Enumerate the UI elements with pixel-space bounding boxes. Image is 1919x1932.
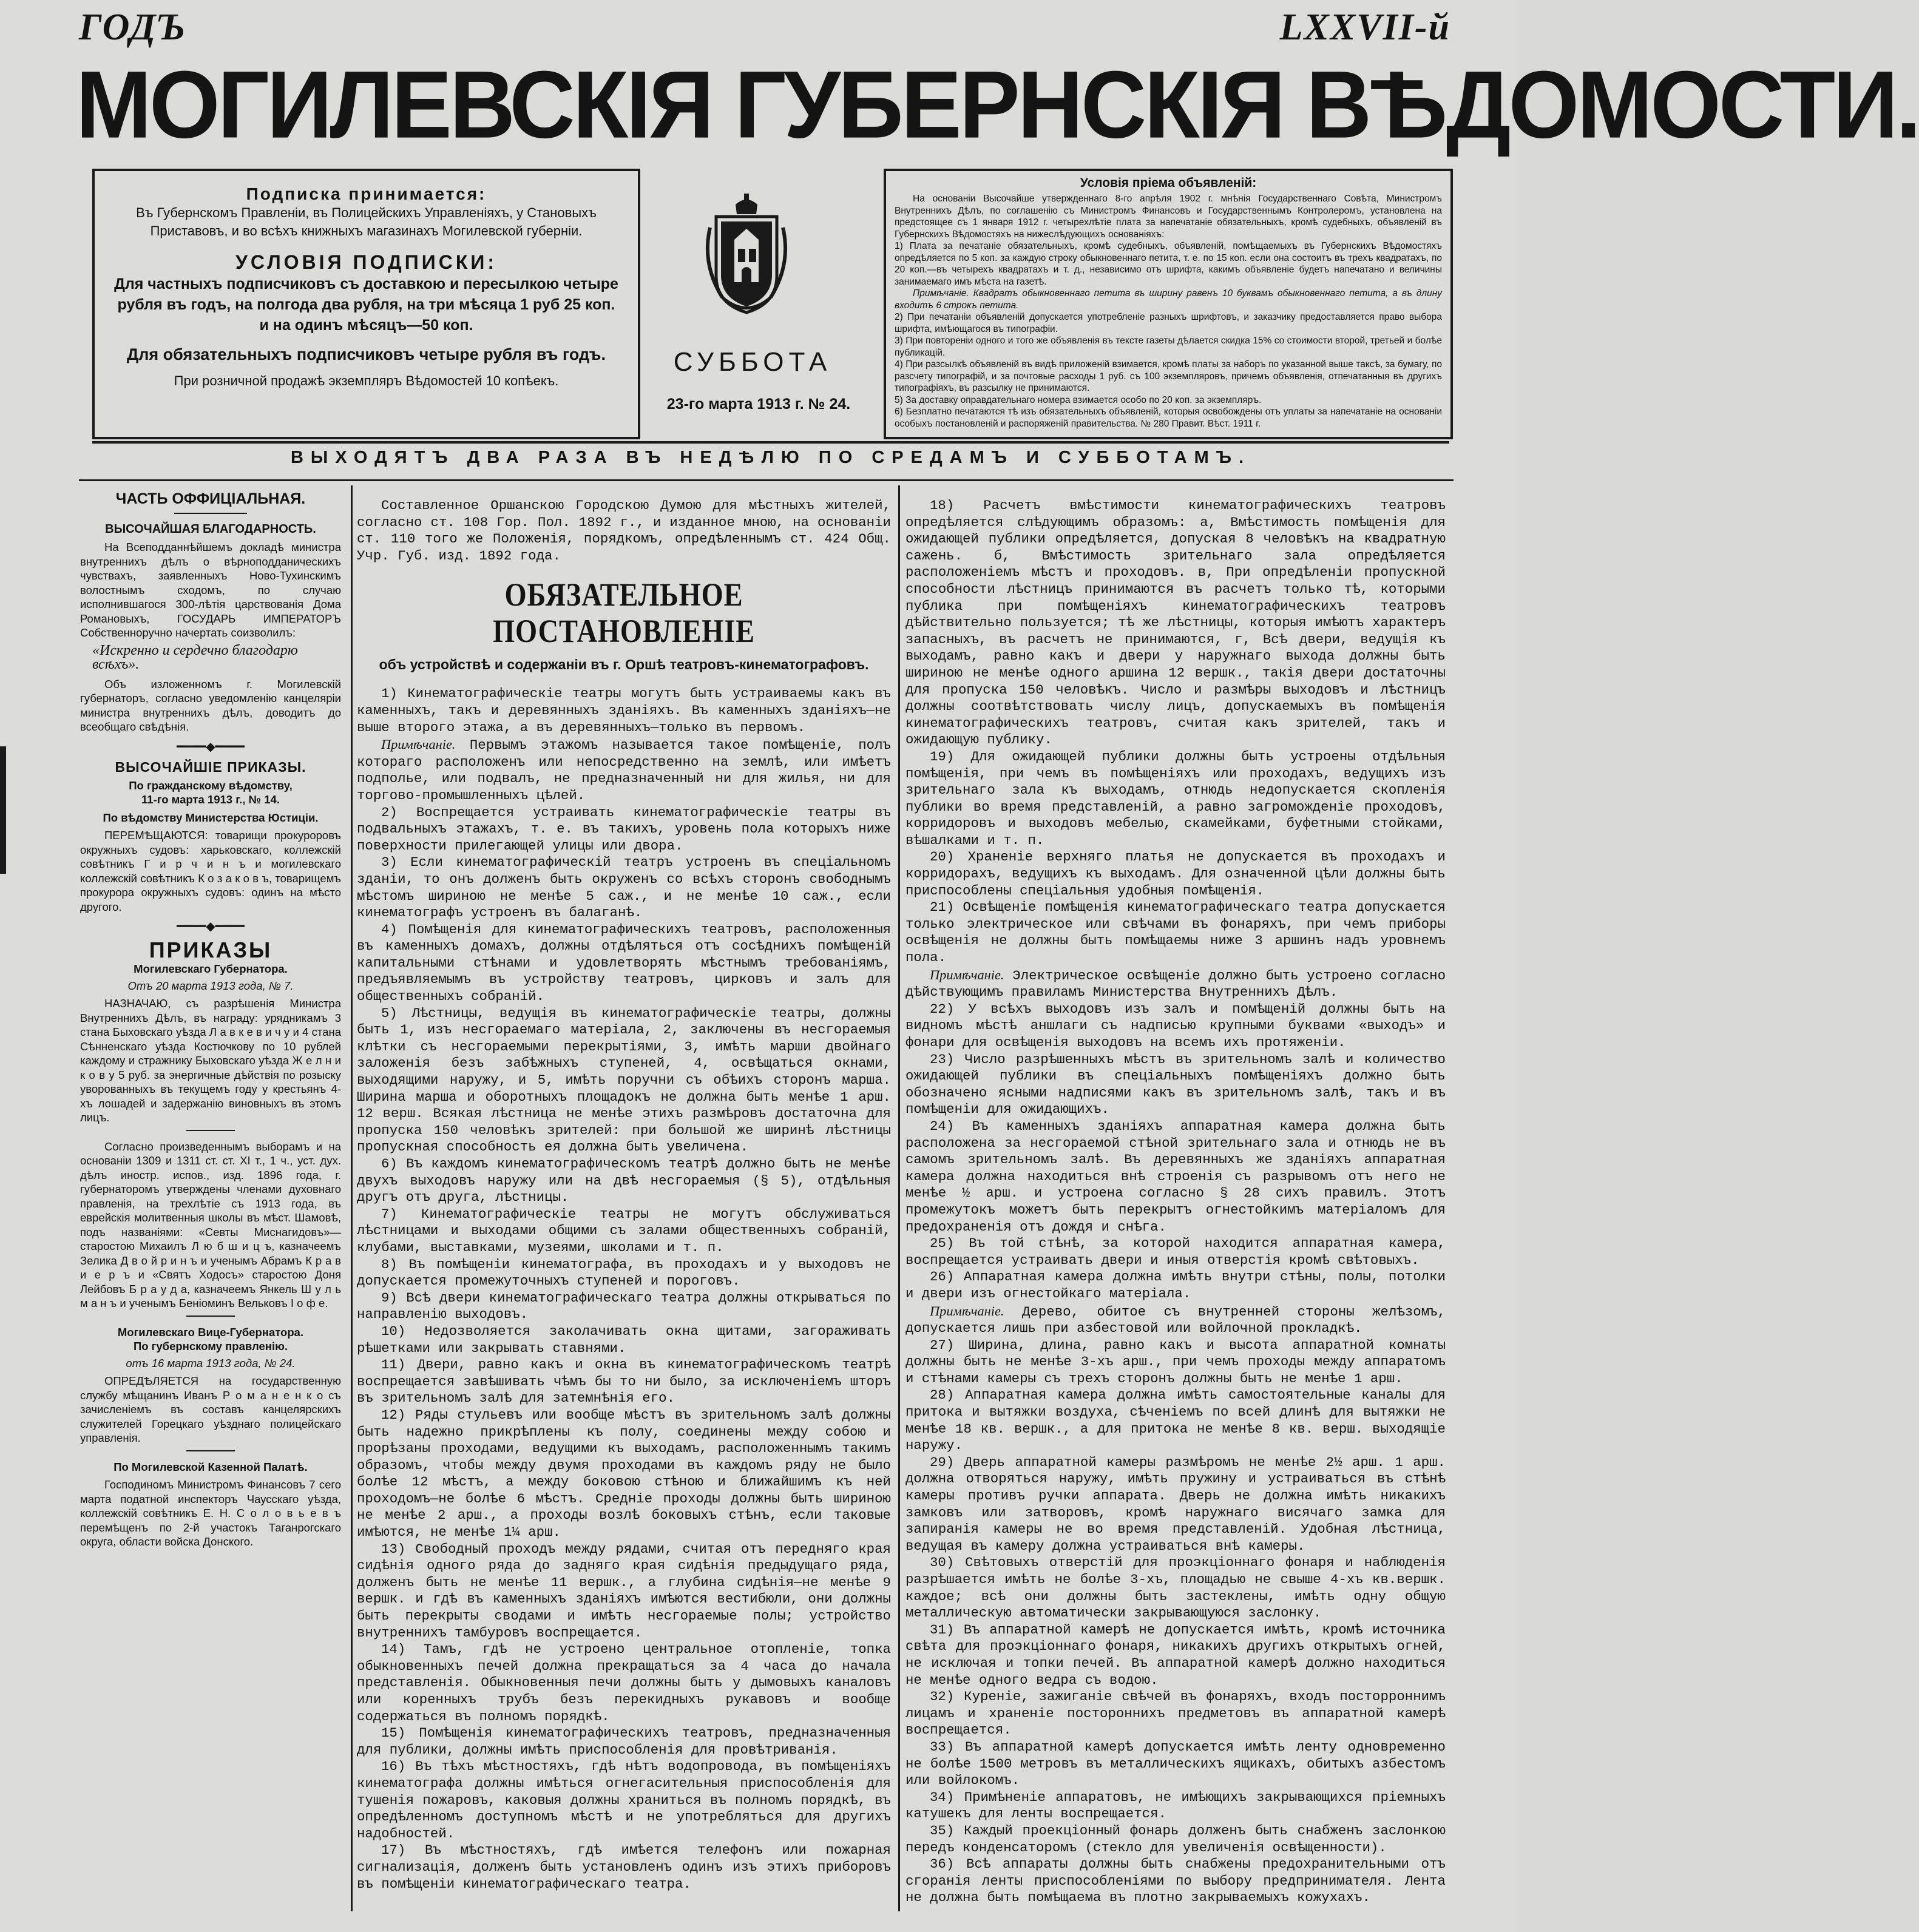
- ads-item: 1) Плата за печатаніе обязательныхъ, кромѣ судебныхъ, объявленій, помѣщаемыхъ въ Губернскихъ Вѣдомостяхъ опредѣляется по 5 коп. за каждую строку обыкновеннаго петита, т. е. по 15 коп. если она состоитъ въ трехъ квадратахъ, по 20 коп.—въ четырехъ квадратахъ и т. д., независимо отъ шрифта, какимъ объявленіе будетъ напечатано и величины занимаемаго имъ мѣста на газетѣ.: [895, 241, 1442, 287]
- subscription-private: Для частныхъ подписчиковъ съ доставкою и пересылкою четыре рубля въ годъ, на полгода два рубля, на три мѣсяца 1 руб 25 коп. и на одинъ мѣсяцъ—50 коп.: [114, 275, 618, 334]
- decree-paragraph: 1) Кинематографическіе театры могутъ быть устраиваемы какъ въ каменныхъ, такъ и деревянныхъ зданіяхъ. Въ каменныхъ зданіяхъ—не выше второго этажа, а въ деревянныхъ—только въ первомъ.: [357, 686, 891, 735]
- governor-heading: Могилевскаго Губернатора.: [134, 962, 288, 975]
- decree-paragraph: 34) Примѣненіе аппаратовъ, не имѣющихъ закрывающихся пріемныхъ катушекъ для ленты воспрещается.: [905, 1789, 1446, 1822]
- subscription-mandatory: Для обязательныхъ подписчиковъ четыре рубля въ годъ.: [127, 345, 606, 363]
- divider: [174, 513, 247, 514]
- decree-paragraph: 6) Въ каждомъ кинематографическомъ театрѣ должно быть не менѣе двухъ выходовъ наружу или на двѣ несгораемыя (§ 5), отдѣльныя другъ отъ друга, лѣстницы.: [357, 1156, 891, 1206]
- prikazy-title: ПРИКАЗЫ: [149, 937, 272, 962]
- decree-paragraph: 23) Число разрѣшенныхъ мѣстъ въ зрительномъ залѣ и количество ожидающей публики въ спеціальныхъ помѣщеніяхъ должно быть обозначено ясными надписями какъ въ зрительномъ залѣ, такъ и въ помѣщеніи для ожидающихъ.: [905, 1051, 1446, 1118]
- treasury-heading: По Могилевской Казенной Палатѣ.: [113, 1460, 308, 1473]
- ads-item: 6) Безплатно печатаются тѣ изъ обязательныхъ объявленій, которыя освобождены отъ уплаты за напечатаніе на основаніи особыхъ постановленій и распоряженій правительства. № 280 Правит. Вѣст. 1911 г.: [895, 407, 1442, 429]
- year-number: LXXVII-й: [1279, 7, 1450, 48]
- subscription-heading: Подписка принимается:: [246, 184, 487, 203]
- newspaper-title: МОГИЛЕВСКІЯ ГУБЕРНСКІЯ ВѢДОМОСТИ.: [76, 50, 1919, 158]
- civil-dept: По гражданскому вѣдомству,: [129, 779, 293, 792]
- gratitude-text: На Всеподданнѣйшемъ докладѣ министра внутреннихъ дѣлъ о вѣрноподданическихъ чувствахъ, заявленныхъ Ново-Тухинскимъ волостнымъ сходомъ, по случаю исполнившагося 300-лѣтія царствованія Дома Романовыхъ, ГОСУДАРЬ ИМПЕРАТОРЪ Собственноручно начертать соизволилъ:: [80, 541, 341, 639]
- gratitude-title: ВЫСОЧАЙШАЯ БЛАГОДАРНОСТЬ.: [105, 522, 316, 536]
- decree-paragraph: 26) Аппаратная камера должна имѣть внутри стѣны, полы, потолки и двери изъ огнестойкаго матеріала.: [905, 1269, 1446, 1302]
- decree-paragraph: 13) Свободный проходъ между рядами, считая отъ передняго края сидѣнія одного ряда до задняго края сидѣнія предыдущаго ряда, долженъ быть не менѣе 11 вершк., а глубина сидѣнія—не менѣе 9 вершк. и гдѣ въ каменныхъ зданіяхъ имѣются вестибюли, они должны быть перекрыты сводами и имѣть несгораемые полы; устройство внутреннихъ тамбуровъ воспрещается.: [357, 1541, 891, 1641]
- decree-paragraph: 11) Двери, равно какъ и окна въ кинематографическомъ театрѣ воспрещается завѣшивать чѣмъ бы то ни было, за исключеніемъ шторъ въ зрительномъ залѣ для затемнѣнія его.: [357, 1357, 891, 1407]
- decree-paragraph: 22) У всѣхъ выходовъ изъ залъ и помѣщеній должны быть на видномъ мѣстѣ аншлаги съ надписью крупными буквами «выходъ» и фонари для освѣщенія выходовъ на всемъ ихъ протяженіи.: [905, 1001, 1446, 1050]
- header-rule: [92, 441, 1449, 444]
- subscription-box: [92, 169, 640, 439]
- note-text: Первымъ этажомъ называется такое помѣщеніе, полъ котораго расположенъ или непосредственно на землѣ, или имѣетъ подполье, или подвалъ, не предназначенный ни для жилья, ни для торгово-промышленныхъ цѣлей.: [357, 737, 891, 803]
- justice-dept: По вѣдомству Министерства Юстиціи.: [103, 811, 319, 824]
- decree-note: [905, 967, 1446, 1001]
- official-column: [80, 488, 341, 1902]
- gratitude-end: Объ изложенномъ г. Могилевскій губернаторъ, согласно уведомленію канцеляріи министра внутреннихъ дѣлъ, доводитъ до всеобщаго свѣдѣнія.: [80, 677, 341, 733]
- decree-paragraph: 24) Въ каменныхъ зданіяхъ аппаратная камера должна быть расположена за несгораемой стѣной зрительнаго зала и отнюдь не въ самомъ зрительномъ залѣ. Въ деревянныхъ же зданіяхъ аппаратная камера должна находиться внѣ строенія съ разрывомъ отъ него не менѣе ½ арш. и устроена согласно § 28 сихъ правилъ. Этотъ промежутокъ можетъ быть перекрытъ огнестойкимъ матеріаломъ для предохраненія отъ дождя и снѣга.: [905, 1118, 1446, 1235]
- decree-paragraph: 14) Тамъ, гдѣ не устроено центральное отопленіе, топка обыкновенныхъ печей должна прекращаться за 4 часа до начала представленія. Обыкновенныя печи должны быть у дымовыхъ каналовъ или коренныхъ трубъ безъ перекидныхъ рукавовъ и вообще содержаться въ полномъ порядкѣ.: [357, 1641, 891, 1724]
- decree-column: [357, 498, 891, 1905]
- year-label: ГОДЪ: [79, 7, 187, 48]
- ads-item: 2) При печатаніи объявленій допускается употребленіе разныхъ шрифтовъ, и заказчику предоставляется право выбора шрифта, имѣющагося въ типографіи.: [895, 312, 1442, 334]
- decree-paragraph: 29) Дверь аппаратной камеры размѣромъ не менѣе 2½ арш. 1 арш. должна отворяться наружу, имѣть пружину и устраиваться въ стѣнѣ камеры противъ ручки аппарата. Дверь не должна имѣть никакихъ замковъ или затворовъ, кромѣ наружнаго висячаго замка для запиранія камеры не во время представленій. Удобная лѣстница, ведущая въ камеру должна устраиваться внѣ камеры.: [905, 1454, 1446, 1554]
- section-rule: [79, 479, 1454, 481]
- vice-governor-heading: Могилевскаго Вице-Губернатора.: [117, 1325, 304, 1339]
- vice-governor-dept: По губернскому правленію.: [133, 1340, 288, 1353]
- decree-paragraph: 18) Расчетъ вмѣстимости кинематографическихъ театровъ опредѣляется слѣдующимъ образомъ: а, Вмѣстимость помѣщенія для ожидающей публики опредѣляется, допуская 8 человѣкъ на квадратную сажень. б, Вмѣстимость зрительнаго зала опредѣляется расположеніемъ мѣстъ и проходовъ. в, При опредѣленіи пропускной способности лѣстницъ принимаются въ расчетъ только тѣ, которыми публика при помѣщеніяхъ кинематографическихъ театровъ дѣйствительно пользуется; тѣ же лѣстницы, которыя имѣютъ характеръ запасныхъ, въ расчетъ не принимаются, г, Всѣ двери, ведущія къ выходамъ, равно какъ и двери у наружнаго выхода должны быть шириною не менѣе одного аршина 12 вершк., такія двери достаточны для пропуска 150 человѣкъ. Число и размѣры выходовъ и лѣстницъ должны соотвѣтствовать числу лицъ, допускаемыхъ въ помѣщенія кинематографическихъ театровъ, считая какъ зрителей, такъ и ожидающую публику.: [905, 498, 1446, 748]
- decree-paragraph: 21) Освѣщеніе помѣщенія кинематографическаго театра допускается только электрическое или свѣчами въ фонаряхъ, при чемъ приборы освѣщенія не должны быть помѣщаемы ниже 3 аршинъ надъ уровнемъ пола.: [905, 899, 1446, 966]
- ads-item: 4) При разсылкѣ объявленій въ видѣ приложеній взимается, кромѣ платы за наборъ по указанной выше таксѣ, за бумагу, по разсчету типографій, и за почтовые расходы 1 руб. съ 100 экземпляровъ, причемъ объявленія, отпечатанныя въ другихъ типографіяхъ, въ разсылку не принимаются.: [895, 359, 1442, 393]
- decree-paragraph: 33) Въ аппаратной камерѣ допускается имѣть ленту одновременно не болѣе 1500 метровъ въ металлическихъ ящикахъ, обитыхъ азбестомъ или войлокомъ.: [905, 1738, 1446, 1789]
- divider: [186, 1316, 235, 1317]
- divider: [186, 1130, 235, 1131]
- ornament-divider: ━━━━◆━━━━: [177, 740, 245, 754]
- note-label: Примѣчаніе.: [930, 967, 1004, 982]
- ads-item: Примѣчаніе. Квадратъ обыкновеннаго петита въ ширину равенъ 10 буквамъ обыкновеннаго петита, а въ длину входитъ 6 строкъ петита.: [895, 288, 1442, 311]
- note-label: Примѣчаніе.: [930, 1303, 1004, 1319]
- ads-text: [886, 193, 1450, 430]
- column-rule: [898, 485, 900, 1911]
- decree-paragraph: 9) Всѣ двери кинематографическаго театра должны открываться по направленію выходовъ.: [357, 1289, 891, 1323]
- decree-title: ОБЯЗАТЕЛЬНОЕ ПОСТАНОВЛЕНІЕ: [493, 576, 755, 650]
- decree-paragraph: 30) Свѣтовыхъ отверстій для проэкціоннаго фонаря и наблюденія разрѣшается имѣть не болѣе 3-хъ, площадью не свыше 4-хъ кв.вершк. каждое; всѣ они должны быть застеклены, имѣть одну общую металлическую автоматически закрывающуюся заслонку.: [905, 1555, 1446, 1621]
- coat-of-arms-icon: [698, 191, 795, 319]
- decree-paragraph: 15) Помѣщенія кинематографическихъ театровъ, предназначенныя для публики, должны имѣть приспособленія для провѣтриванія.: [357, 1725, 891, 1758]
- decree-paragraph: 7) Кинематографическіе театры не могутъ обслуживаться лѣстницами и выходами общими съ залами общественныхъ собраній, клубами, выставками, музеями, школами и т. п.: [357, 1206, 891, 1255]
- decree-paragraph: 2) Воспрещается устраивать кинематографическіе театры въ подвальныхъ этажахъ, т. е. въ такихъ, уровень пола которыхъ ниже поверхности прилегающей улицы или двора.: [357, 804, 891, 854]
- decree-paragraph: 8) Въ помѣщеніи кинематографа, въ проходахъ и у выходовъ не допускается промежуточныхъ ступеней и пороговъ.: [357, 1256, 891, 1289]
- decree-paragraph: 32) Куреніе, зажиганіе свѣчей въ фонаряхъ, входъ посторроннимъ лицамъ и храненіе постороннихъ предметовъ въ аппаратной камерѣ воспрещается.: [905, 1689, 1446, 1738]
- note-text: Электрическое освѣщеніе должно быть устроено согласно дѣйствующимъ правиламъ Министерства Внутреннихъ Дѣлъ.: [905, 967, 1446, 1001]
- decree-paragraph: 25) Въ той стѣнѣ, за которой находится аппаратная камера, воспрещается устраивать двери и иныя отверстія кромѣ свѣтовыхъ.: [905, 1235, 1446, 1268]
- issue-day: СУББОТА: [673, 347, 832, 377]
- decree-paragraph: 12) Ряды стульевъ или вообще мѣстъ въ зрительномъ залѣ должны быть надежно прикрѣплены къ полу, соединены между собою и прорѣзаны проходами, ведущими къ выходамъ, расположеннымъ такимъ образомъ, чтобы между двумя проходами въ каждомъ ряду не было болѣе 12 мѣстъ, а между боковою стѣною и ближайшимъ къ ней проходомъ—не болѣе 6 мѣстъ. Среднiе проходы должны быть шириною не менѣе 2 арш., а проходы возлѣ боковыхъ стѣнъ, если таковые имѣются, не менѣе 1¼ арш.: [357, 1407, 891, 1541]
- publication-frequency: ВЫХОДЯТЪ ДВА РАЗА ВЪ НЕДѢЛЮ ПО СРЕДАМЪ И СУББОТАМЪ.: [290, 448, 1251, 467]
- gratitude-quote: «Искренно и сердечно благодарю всѣхъ».: [92, 642, 298, 672]
- decree-paragraph: 28) Аппаратная камера должна имѣть самостоятельные каналы для притока и вытяжки воздуха, сѣченіемъ по всей длинѣ для вытяжки не менѣе 18 кв. вершк., а для притока не менѣе 8 кв. верш. выходящіе наружу.: [905, 1387, 1446, 1454]
- decree-intro: Составленное Оршанскою Городскою Думою для мѣстныхъ жителей, согласно ст. 108 Гор. Пол. 1892 г., и изданное мною, на основаніи ст. 110 того же Положенія, порядкомъ, опредѣленнымъ ст. 424 Общ. Учр. Губ. изд. 1892 года.: [357, 498, 891, 564]
- divider: [186, 1450, 235, 1451]
- decree-paragraph: 4) Помѣщенія для кинематографическихъ театровъ, расположенныя въ каменныхъ домахъ, должны отдѣляться отъ сосѣднихъ помѣщеній капитальными стѣнами и удовлетворять мѣстнымъ требованіямъ, предъявляемымъ въ устройству театровъ, цирковъ и залъ для общественныхъ собраній.: [357, 921, 891, 1005]
- orders-title: ВЫСОЧАЙШІЕ ПРИКАЗЫ.: [115, 759, 306, 775]
- ads-heading: Условія пріема объявленій:: [1080, 176, 1257, 190]
- page-edge-mark: [0, 746, 6, 874]
- conditions-heading: УСЛОВІЯ ПОДПИСКИ:: [235, 251, 497, 273]
- decree-note: [357, 736, 891, 804]
- civil-date: 11-го марта 1913 г., № 14.: [141, 793, 280, 806]
- vice-governor-text: ОПРЕДѢЛЯЕТСЯ на государственную службу мѣщанинъ Иванъ Р о м а н е н к о съ зачисленіемъ въ составъ канцелярскихъ служителей Горецкаго уѣзднаго полицейскаго управленія.: [80, 1374, 341, 1444]
- ads-conditions-box: [884, 169, 1453, 439]
- ads-item: 5) За доставку оправдательнаго номера взимается особо по 20 коп. за экземпляръ.: [895, 394, 1262, 405]
- decree-paragraph: 3) Если кинематографическій театръ устроенъ въ спеціальномъ зданіи, то онъ долженъ быть окруженъ со всѣхъ сторонъ свободнымъ мѣстомъ шириною не менѣе 5 саж., и не менѣе 10 саж., если кинематографъ устроенъ въ балаганѣ.: [357, 854, 891, 921]
- treasury-text: Господиномъ Министромъ Финансовъ 7 сего марта податной инспекторъ Чаусскаго уѣзда, коллежскій совѣтникъ Е. Н. С о л о в ь е в ъ перемѣщенъ по 2-й участокъ Таганрогскаго округа, области войска Донского.: [80, 1478, 341, 1548]
- rabbi-text: Согласно произведеннымъ выборамъ и на основаніи 1309 и 1311 ст. ст. XI т., 1 ч., уст. дух. дѣлъ иностр. испов., изд. 1896 года, г. губернаторомъ утверждены членами духовнаго правленія, на трехлѣтіе съ 1913 года, въ еврейскія молитвенныя школы въ мѣст. Шамовѣ, подъ названіями: «Севты Миснагидовъ»—старостою Михаилъ Л ю б ш и ц ъ, казначеемъ Зелика Д в о й р и н ъ и ученымъ Абрамъ К р а в и е р ъ и «Святъ Ходосъ» старостою Доня Лейбовъ Б р а у д а, казначеемъ Янкель Ш у л ь м а н ъ и ученымъ Беніоминъ Вельковъ I о ф е.: [80, 1140, 341, 1309]
- column-rule: [351, 485, 353, 1911]
- decree-paragraph: 35) Каждый проекціонный фонарь долженъ быть снабженъ заслонкою передъ конденсаторомъ (стекло для увеличенія освѣщенности).: [905, 1822, 1446, 1856]
- decree-paragraph: 36) Всѣ аппараты должны быть снабжены предохранительными отъ сгоранія ленты приспособленіями по выбору предпринимателя. Лента не должна быть помѣщаема въ плотно закрываемыхъ кожухахъ.: [905, 1856, 1446, 1906]
- decree-paragraph: 31) Въ аппаратной камерѣ не допускается имѣть, кромѣ источника свѣта для проэкціоннаго фонаря, никакихъ другихъ открытыхъ огней, не исключая и топки печей. Въ аппаратной камерѣ должно находиться не менѣе одного ведра съ водою.: [905, 1621, 1446, 1688]
- decree-subtitle: объ устройствѣ и содержаніи въ г. Оршѣ театровъ-кинематографовъ.: [379, 657, 869, 673]
- decree-paragraph: 20) Храненіе верхняго платья не допускается въ проходахъ и корридорахъ, ведущихъ къ выходамъ. Для означенной цѣли должны быть приспособлены спеціальныя удобныя помѣщенія.: [905, 849, 1446, 899]
- official-part-title: ЧАСТЬ ОФФИЦІАЛЬНАЯ.: [115, 490, 306, 507]
- note-label: Примѣчаніе.: [381, 737, 456, 752]
- vice-governor-date: отъ 16 марта 1913 года, № 24.: [126, 1356, 296, 1370]
- issue-date: 23-го марта 1913 г. № 24.: [666, 396, 851, 413]
- decree-note: [905, 1303, 1446, 1337]
- decree-continued-column: [905, 498, 1446, 1917]
- subscription-where: Въ Губернскомъ Правленіи, въ Полицейскихъ Управленіяхъ, у Становыхъ Приставовъ, и во всѣхъ книжныхъ магазинахъ Могилевской губерніи.: [136, 205, 597, 238]
- decree-paragraph: 19) Для ожидающей публики должны быть устроены отдѣльныя помѣщенія, при чемъ въ помѣщеніяхъ или проходахъ, ведущихъ изъ зрительнаго зала къ выходамъ, отнюдь недопускается скопленія публики во время представленій, а равно загроможденіе проходовъ, корридоровъ и выходовъ мебелью, скамейками, буфетными стойками, вѣшалками и т. п.: [905, 748, 1446, 848]
- decree-paragraph: 10) Недозволяется заколачивать окна щитами, загораживать рѣшетками или закрывать ставнями.: [357, 1323, 891, 1356]
- decree-paragraph: 27) Ширина, длина, равно какъ и высота аппаратной комнаты должны быть не менѣе 3-хъ арш., при чемъ проходы между аппаратомъ и стѣнами камеры съ трехъ сторонъ должны быть не менѣе 1 арш.: [905, 1337, 1446, 1387]
- ads-intro: На основаніи Высочайше утвержденнаго 8-го апрѣля 1902 г. мнѣнія Государственнаго Совѣта, Министромъ Внутреннихъ Дѣлъ, по соглашенію съ Министромъ Финансовъ и Государственнымъ Контролеромъ, установлена на предстоящее съ 1 января 1912 г. четырехлѣтіе плата за напечатаніе обязательныхъ, кромѣ судебныхъ, объявленій въ Губернскихъ Вѣдомостяхъ на нижеслѣдующихъ основаніяхъ:: [895, 194, 1442, 240]
- decree-paragraph: 16) Въ тѣхъ мѣстностяхъ, гдѣ нѣтъ водопровода, въ помѣщеніяхъ кинематографа должны имѣться огнегасительныя приспособленія для тушенія пожаровъ, каковыя должны храниться въ полномъ порядкѣ, въ опредѣленномъ доступномъ мѣстѣ и не употребляться для другихъ надобностей.: [357, 1758, 891, 1842]
- governor-text: НАЗНАЧАЮ, съ разрѣшенія Министра Внутреннихъ Дѣлъ, въ награду: урядникамъ 3 стана Быховскаго уѣзда Л а в к е в и ч у и 4 стана Сѣнненскаго уѣзда Костючкову по 10 рублей каждому и стражнику Быховскаго уѣзда Ж е л н и к о в у 5 руб. за энергичные дѣйствія по розыску уворованныхъ въ текущемъ году у крестьянъ 4-хъ лошадей и задержанію виновныхъ въ этомъ лицъ.: [80, 997, 341, 1124]
- subscription-retail: При розничной продажѣ экземпляръ Вѣдомостей 10 копѣекъ.: [174, 373, 559, 388]
- justice-text: ПЕРЕМѢЩАЮТСЯ: товарищи прокуроровъ окружныхъ судовъ: харьковскаго, коллежскій совѣтникъ Г и р ч и н ъ и могилевскаго коллежскій совѣтникъ К о з а к о в ъ, товарищемъ прокурора окружныхъ судовъ: одинъ на мѣсто другого.: [80, 829, 341, 913]
- ads-item: 3) При повтореніи одного и того же объявленія въ тексте газеты дѣлается скидка 15% со стоимости второй, третьей и болѣе публикацій.: [895, 336, 1442, 358]
- governor-date: Отъ 20 марта 1913 года, № 7.: [127, 979, 294, 992]
- ornament-divider: ━━━━◆━━━━: [177, 920, 245, 933]
- note-text: Дерево, обитое съ внутренней стороны желѣзомъ, допускается лишь при азбестовой или войлочной прокладкѣ.: [905, 1303, 1446, 1337]
- decree-paragraph: 5) Лѣстницы, ведущія въ кинематографическіе театры, должны быть 1, изъ несгораемаго матеріала, 2, заключены въ несгораемыя клѣтки съ несгораемыми перекрытіями, 3, имѣть марши двойнаго заложенія безъ забѣжныхъ ступеней, 4, освѣщаться окнами, выходящими наружу, и 5, имѣть поручни съ обѣихъ сторонъ марша. Ширина марша и оборотныхъ площадокъ не должна быть менѣе 1 арш. 12 верш. Всякая лѣстница не менѣе этихъ размѣровъ достаточна для пропуска 150 человѣкъ зрителей: при большой же ширинѣ лѣстницы пропускная способность ея должна быть увеличена.: [357, 1005, 891, 1155]
- decree-paragraph: 17) Въ мѣстностяхъ, гдѣ имѣется телефонъ или пожарная сигнализація, долженъ быть установленъ одинъ изъ этихъ приборовъ въ помѣщеніи кинематографическаго театра.: [357, 1842, 891, 1892]
